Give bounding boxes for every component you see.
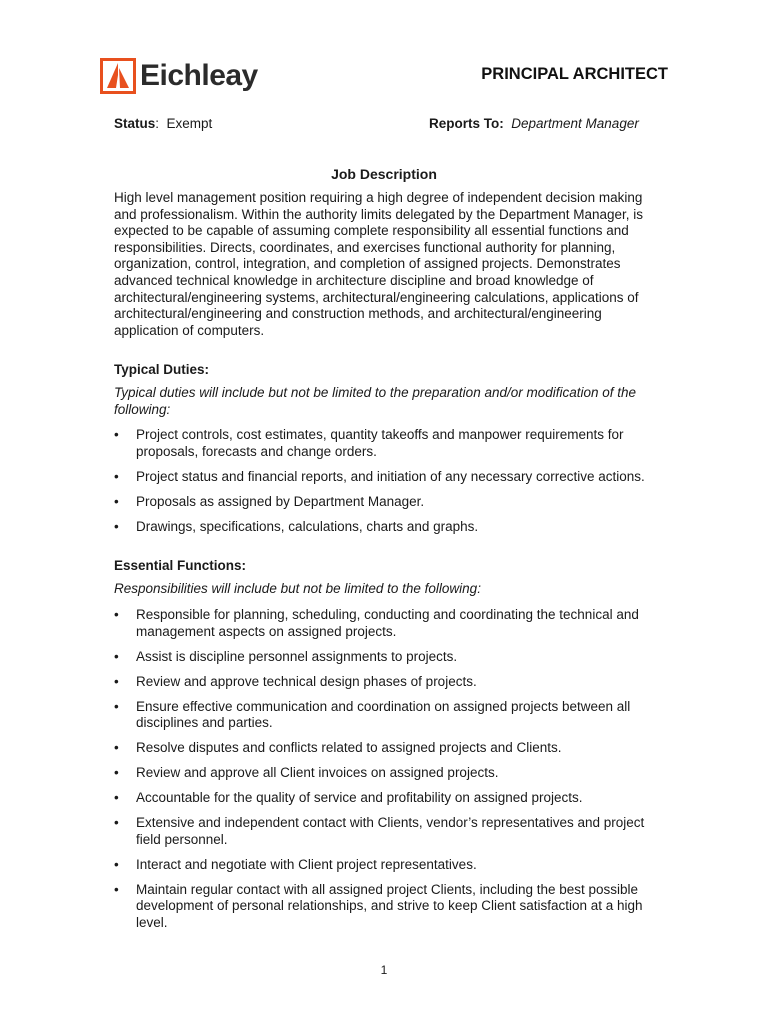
status-line: Status: Exempt (114, 116, 213, 131)
essential-functions-heading: Essential Functions: (114, 558, 247, 573)
list-item: • Maintain regular contact with all assigned project Clients, including the best possible development of personal relationships, and strive to keep Client satisfaction at a high level. (114, 882, 659, 932)
company-logo (100, 58, 258, 94)
list-item: • Project status and financial reports, and initiation of any necessary corrective actions. (114, 469, 659, 486)
list-item: • Project controls, cost estimates, quantity takeoffs and manpower requirements for proposals, forecasts and change orders. (114, 427, 659, 460)
eichleay-logo-icon (100, 58, 136, 94)
list-item: • Extensive and independent contact with Clients, vendor’s representatives and project field personnel. (114, 815, 659, 848)
reports-to-label: Reports To: (429, 116, 504, 131)
list-item: • Proposals as assigned by Department Manager. (114, 494, 659, 511)
list-item: • Accountable for the quality of service and profitability on assigned projects. (114, 790, 659, 807)
document-title: PRINCIPAL ARCHITECT (481, 65, 668, 83)
logo-wordmark: Eichleay (140, 59, 258, 92)
status-value: Exempt (166, 116, 213, 131)
list-item: • Review and approve all Client invoices on assigned projects. (114, 765, 659, 782)
job-description-heading: Job Description (331, 166, 437, 182)
page-number: 1 (380, 963, 388, 977)
essential-functions-intro: Responsibilities will include but not be limited to the following: (114, 581, 481, 596)
typical-duties-heading: Typical Duties: (114, 362, 210, 377)
status-label: Status (114, 116, 156, 131)
list-item: • Resolve disputes and conflicts related to assigned projects and Clients. (114, 740, 659, 757)
list-item: • Responsible for planning, scheduling, conducting and coordinating the technical and management aspects on assigned projects. (114, 607, 659, 640)
list-item: • Interact and negotiate with Client project representatives. (114, 857, 659, 874)
reports-to-value: Department Manager (511, 116, 639, 131)
reports-to-line (429, 116, 639, 131)
list-item: • Drawings, specifications, calculations, charts and graphs. (114, 519, 659, 536)
list-item: • Review and approve technical design phases of projects. (114, 674, 659, 691)
typical-duties-list (114, 427, 659, 544)
list-item: • Ensure effective communication and coordination on assigned projects between all disciplines and parties. (114, 699, 659, 732)
list-item: • Assist is discipline personnel assignments to projects. (114, 649, 659, 666)
essential-functions-list (114, 607, 659, 940)
typical-duties-intro: Typical duties will include but not be limited to the preparation and/or modification of the following: (114, 385, 637, 417)
job-description-text: High level management position requiring a high degree of independent decision making and professionalism. Within the authority limits delegated by the Department Manager, is expected to be capable of assuming complete responsibility all essential functions and responsibilities. Directs, coordinates, and exercises functional authority for planning, organization, control, integration, and completion of assigned projects. Demonstrates advanced technical knowledge in architecture discipline and broad knowledge of architectural/engineering systems, architectural/engineering calculations, applications of architectural/engineering and construction methods, and architectural/engineering application of computers. (114, 190, 644, 338)
